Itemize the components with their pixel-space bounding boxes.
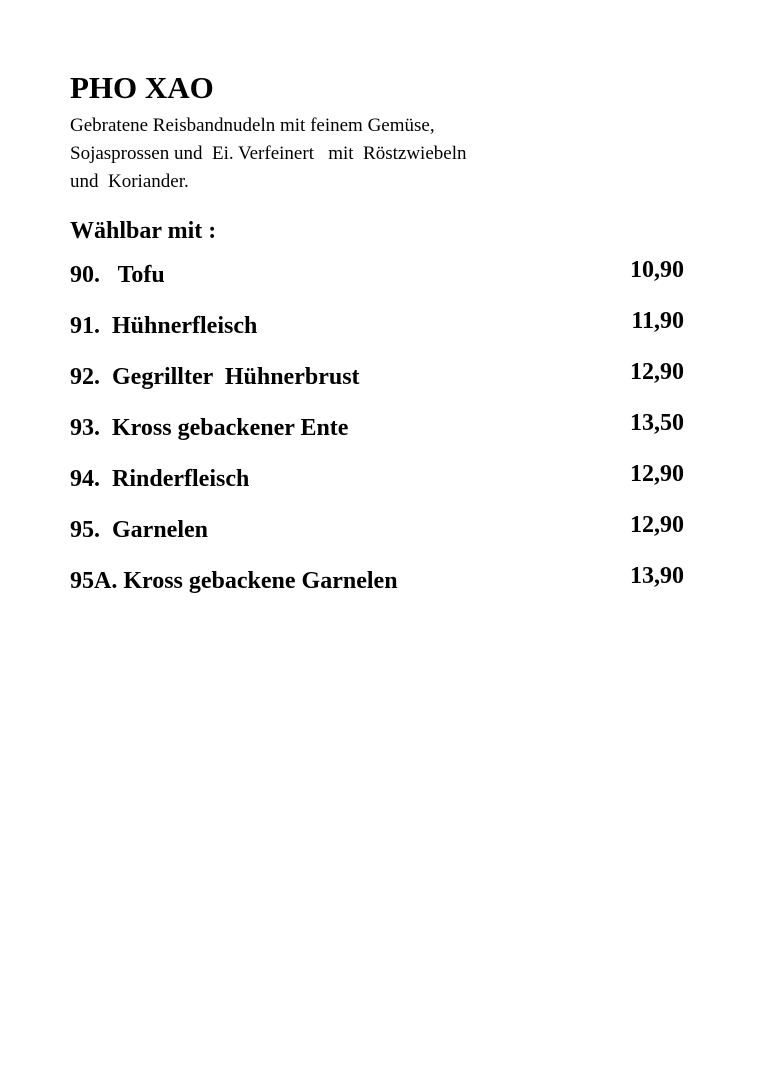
menu-item (70, 360, 684, 411)
menu-item-price: 12,90 (630, 512, 684, 538)
menu-item-name: 95. Garnelen (70, 517, 208, 543)
menu-item-name: 95A. Kross gebackene Garnelen (70, 568, 398, 594)
menu-item (70, 309, 684, 360)
menu-item-price: 11,90 (631, 308, 684, 334)
description-line: Sojasprossen und Ei. Verfeinert mit Röstzwiebeln (70, 143, 467, 164)
dish-description (70, 112, 630, 196)
menu-item-name: 94. Rinderfleisch (70, 466, 250, 492)
menu-item-name: 92. Gegrillter Hühnerbrust (70, 364, 360, 390)
description-line: Gebratene Reisbandnudeln mit feinem Gemüse, (70, 115, 435, 136)
description-line: und Koriander. (70, 171, 189, 192)
options-heading: Wählbar mit : (70, 218, 217, 244)
menu-item (70, 258, 684, 309)
menu-item-price: 10,90 (630, 257, 684, 283)
menu-item (70, 411, 684, 462)
menu-item-name: 93. Kross gebackener Ente (70, 415, 349, 441)
menu-item-price: 12,90 (630, 359, 684, 385)
menu-item-price: 12,90 (630, 461, 684, 487)
menu-item (70, 462, 684, 513)
menu-item-list (70, 258, 684, 615)
dish-title: PHO XAO (70, 70, 214, 105)
menu-item-price: 13,90 (630, 563, 684, 589)
menu-item (70, 513, 684, 564)
menu-item (70, 564, 684, 615)
menu-item-name: 90. Tofu (70, 262, 165, 288)
menu-item-price: 13,50 (630, 410, 684, 436)
menu-item-name: 91. Hühnerfleisch (70, 313, 258, 339)
